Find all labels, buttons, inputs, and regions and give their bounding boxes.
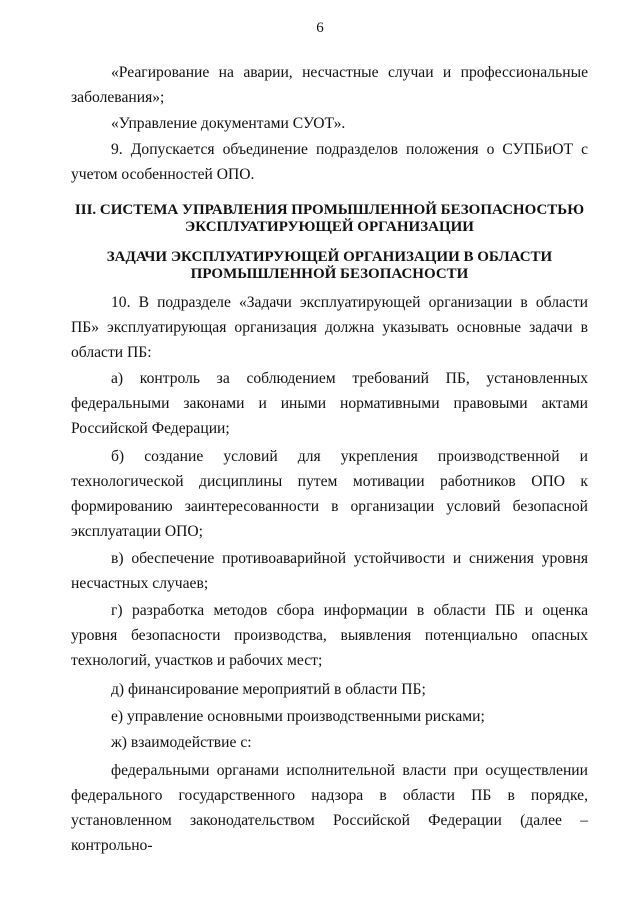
paragraph-item-9: 9. Допускается объединение подразделов положения о СУПБиОТ с учетом особенностей ОПО. bbox=[71, 141, 588, 183]
paragraph-reagirovanie: «Реагирование на аварии, несчастные случаи и профессиональные заболевания»; bbox=[71, 64, 588, 106]
paragraph-item-a: а) контроль за соблюдением требований ПБ, установленных федеральными законами и иными нормативными правовыми актами Российской Федерации; bbox=[71, 370, 588, 437]
paragraph-item-d: д) финансирование мероприятий в области ПБ; bbox=[111, 681, 426, 698]
paragraph-item-v: в) обеспечение противоаварийной устойчивости и снижения уровня несчастных случаев; bbox=[71, 550, 588, 592]
paragraph-item-b: б) создание условий для укрепления производственной и технологической дисциплины путем мотивации работников ОПО к формированию заинтересованности в организации условий безопасной эксплуатации ОПО; bbox=[71, 448, 588, 540]
paragraph-item-e: е) управление основными производственными рисками; bbox=[111, 708, 485, 725]
paragraph-item-g: г) разработка методов сбора информации в области ПБ и оценка уровня безопасности производства, выявления потенциально опасных технологий, участков и рабочих мест; bbox=[71, 602, 588, 669]
paragraph-item-10: 10. В подразделе «Задачи эксплуатирующей организации в области ПБ» эксплуатирующая организация должна указывать основные задачи в области ПБ: bbox=[71, 294, 588, 361]
paragraph-federalnye-organy: федеральными органами исполнительной власти при осуществлении федерального государственного надзора в области ПБ в порядке, установленном законодательством Российской Федерации (далее – контрольно- bbox=[71, 762, 588, 854]
page-number: 6 bbox=[316, 20, 324, 36]
section-heading: III. СИСТЕМА УПРАВЛЕНИЯ ПРОМЫШЛЕННОЙ БЕЗОПАСНОСТЬЮ ЭКСПЛУАТИРУЮЩЕЙ ОРГАНИЗАЦИИ bbox=[74, 202, 585, 235]
paragraph-item-zh: ж) взаимодействие с: bbox=[111, 734, 252, 751]
subsection-heading: ЗАДАЧИ ЭКСПЛУАТИРУЮЩЕЙ ОРГАНИЗАЦИИ В ОБЛАСТИ ПРОМЫШЛЕННОЙ БЕЗОПАСНОСТИ bbox=[106, 249, 553, 282]
paragraph-upravlenie-dokumentami: «Управление документами СУОТ». bbox=[111, 115, 346, 132]
